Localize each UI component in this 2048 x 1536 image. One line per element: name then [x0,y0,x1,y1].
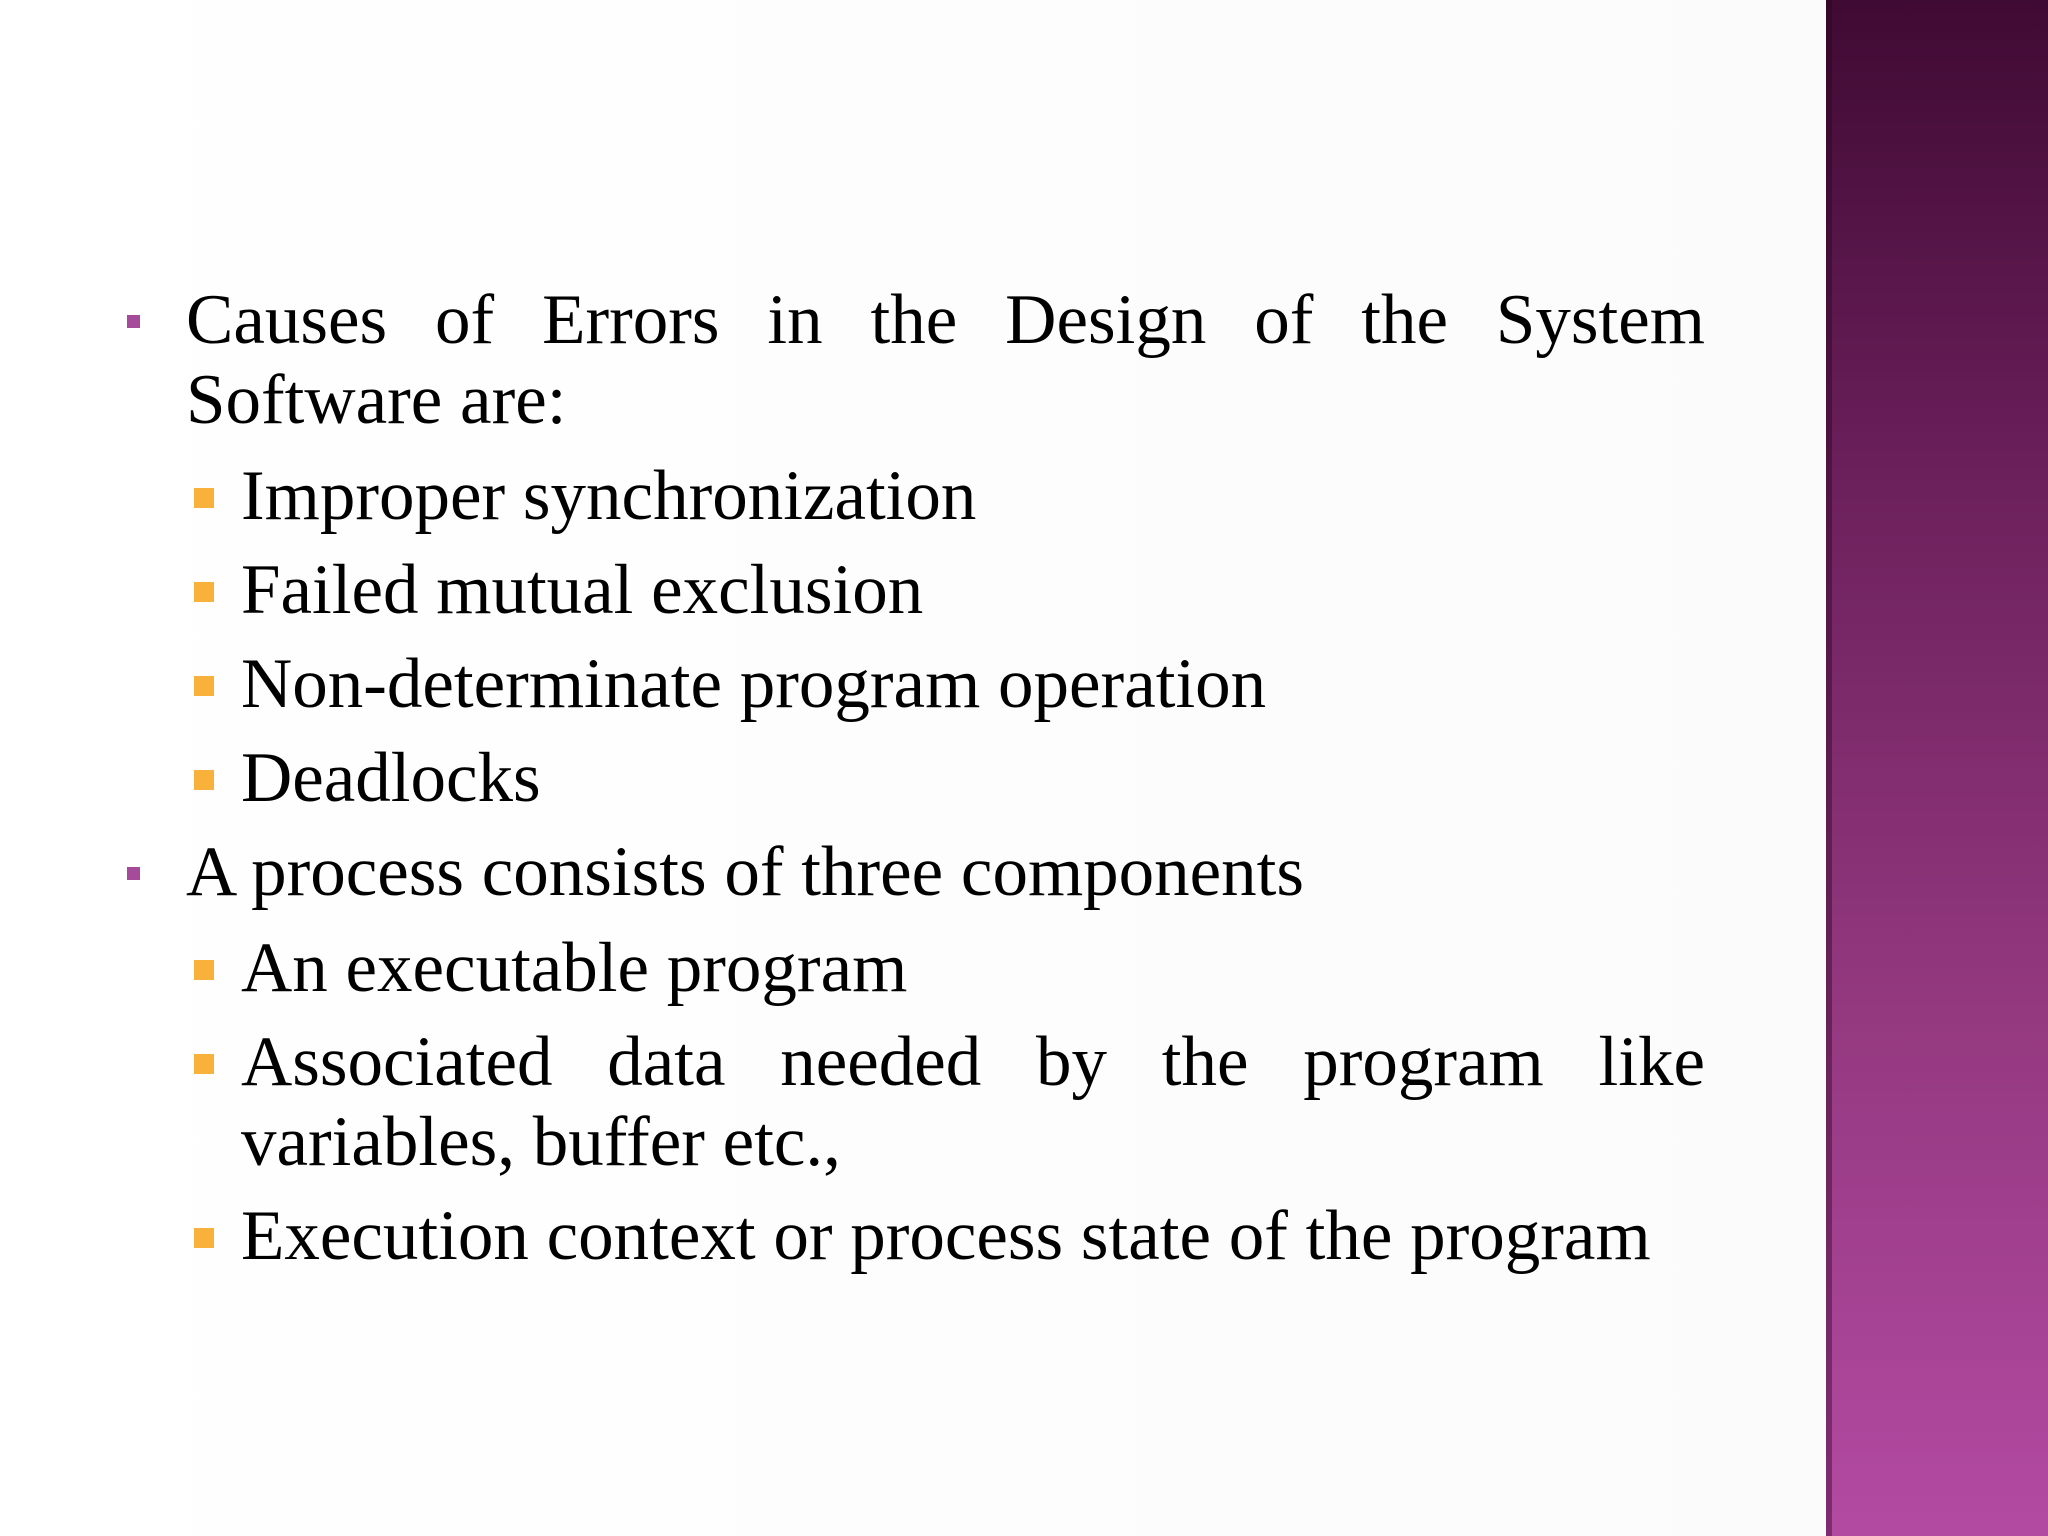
bullet-text: Execution context or process state of the program [241,1197,1651,1275]
bullet-text: A process consists of three components [186,833,1305,911]
bullet-item-errors-causes [120,280,1705,440]
bullet-text: An executable program [241,929,908,1007]
square-bullet-icon [194,676,214,696]
sub-bullet-item-improper-sync [120,456,1705,536]
bullet-text: Non-determinate program operation [241,645,1267,723]
sub-bullet-item-execution-context [120,1196,1705,1276]
square-bullet-icon [194,488,214,508]
sub-bullet-item-non-determinate [120,644,1705,724]
square-bullet-icon [194,1054,214,1074]
square-bullet-icon [194,1228,214,1248]
square-bullet-icon [194,770,214,790]
sub-bullet-item-associated-data [120,1022,1705,1182]
bullet-text: Associated data needed by the program like variables, buffer etc., [241,1023,1705,1181]
square-bullet-icon [127,867,140,880]
sub-bullet-item-executable-program [120,928,1705,1008]
decorative-side-band [1826,0,2048,1536]
bullet-text: Causes of Errors in the Design of the System Software are: [186,281,1705,439]
sub-bullet-item-failed-mutex [120,550,1705,630]
bullet-text: Improper synchronization [241,457,977,535]
square-bullet-icon [194,960,214,980]
square-bullet-icon [194,582,214,602]
sub-bullet-item-deadlocks [120,738,1705,818]
bullet-item-process-components [120,832,1705,912]
bullet-text: Deadlocks [241,739,541,817]
square-bullet-icon [127,315,140,328]
bullet-list [120,280,1705,1290]
bullet-text: Failed mutual exclusion [241,551,924,629]
